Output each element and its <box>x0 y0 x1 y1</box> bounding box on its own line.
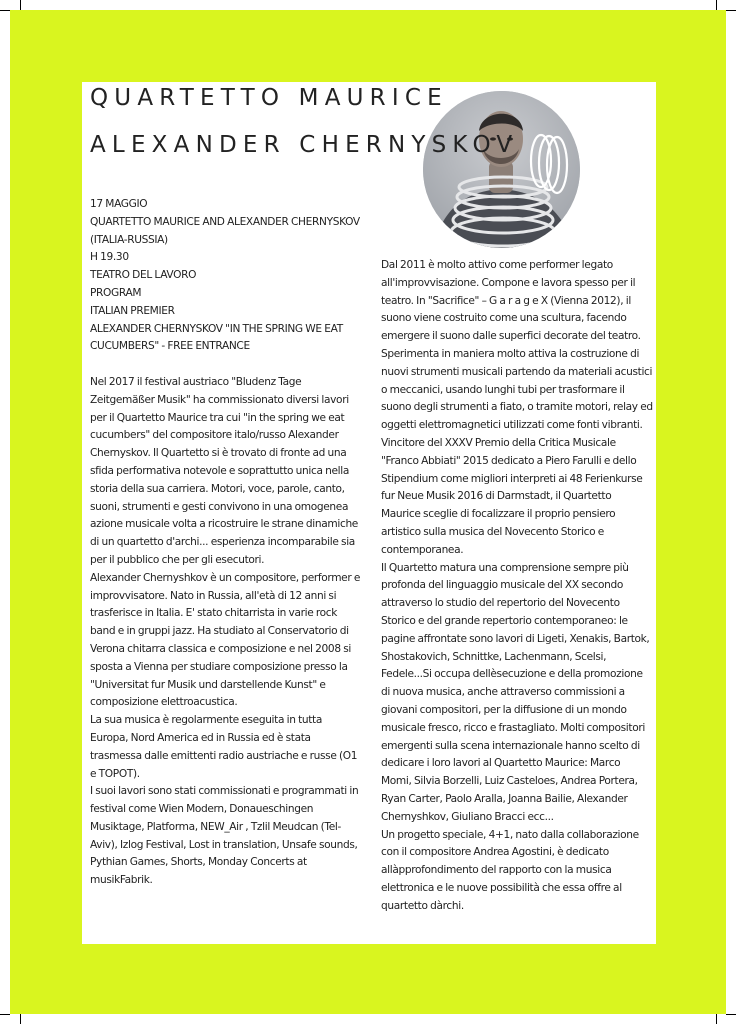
crop-mark <box>20 0 21 10</box>
crop-mark <box>716 0 717 10</box>
paragraph: La sua musica è regolarmente eseguita in tutta Europa, Nord America ed in Russia ed è stata trasmessa dalle emittenti radio austriache e russe (O1 e TOPOT). <box>90 714 358 780</box>
crop-mark <box>716 1014 717 1024</box>
event-performers: QUARTETTO MAURICE AND ALEXANDER CHERNYSKOV (ITALIA-RUSSIA) <box>90 215 360 246</box>
paragraph: Alexander Chernyshkov è un compositore, performer e improvvisatore. Nato in Russia, all'età di 12 anni si trasferisce in Italia. E' stato chitarrista in varie rock band e in gruppi jazz. Ha studiato al Conservatorio di Verona chitarra classica e composizione e nel 2008 si sposta a Vienna per studiare composizione presso la "Universitat fur Musik und darstellende Kunst" e composizione elettroacustica. <box>90 571 361 709</box>
event-venue: TEATRO DEL LAVORO <box>90 269 197 282</box>
crop-mark <box>20 1014 21 1024</box>
crop-mark <box>726 1014 736 1015</box>
event-piece: ALEXANDER CHERNYSKOV "IN THE SPRING WE EAT CUCUMBERS" - FREE ENTRANCE <box>90 322 343 353</box>
event-date: 17 MAGGIO <box>90 198 148 210</box>
left-column <box>90 196 362 890</box>
title-line-1: QUARTETTO MAURICE <box>90 85 448 111</box>
paragraph: Nel 2017 il festival austriaco "Bludenz Tage Zeitgemäßer Musik" ha commissionato diversi lavori per il Quartetto Maurice tra cui "in the spring we eat cucumbers" del compositore italo/russo Alexander Chernyskov. Il Quartetto si è trovato di fronte ad una sfida performativa notevole e soprattutto unica nella storia della sua carriera. Motori, voce, parole, canto, suoni, strumenti e gesti convivono in una omogenea azione musicale volta a ricostruire le strane dinamiche di un quartetto d'archi... esperienza incomparabile sia per il pubblico che per gli esecutori. <box>90 375 358 566</box>
portrait-illustration <box>423 91 580 248</box>
portrait-photo <box>423 91 580 248</box>
paragraph: Vincitore del XXXV Premio della Critica Musicale "Franco Abbiati" 2015 dedicato a Piero Farulli e dello Stipendium come migliori interpreti ai 48 Ferienkurse fur Neue Musik 2016 di Darmstadt, il Quartetto Maurice sceglie di focalizzare il proprio pensiero artistico sulla musica del Novecento Storico e contemporanea. <box>381 436 643 556</box>
paragraph: Dal 2011 è molto attivo come performer legato all'improvvisazione. Compone e lavora spesso per il teatro. In "Sacrifice" – G a r a g e X (Vienna 2012), il suono viene costruito come una scultura, facendo emergere il suono dalle superfici decorate del teatro. Sperimenta in maniera molto attiva la costruzione di nuovi strumenti musicali partendo da materiali acustici o meccanici, usando lunghi tubi per trasformare il suono degli strumenti a fiato, o tramite motori, relay ed oggetti elettromagnetici utilizzati come fonti vibranti. <box>381 259 653 432</box>
title-line-2: ALEXANDER CHERNYSKOV <box>90 132 519 158</box>
event-premiere: ITALIAN PREMIER <box>90 304 175 317</box>
paragraph: Il Quartetto matura una comprensione sempre più profonda del linguaggio musicale del XX secondo attraverso lo studio del repertorio del Novecento Storico e del grande repertorio contemporaneo: le pagine affrontate sono lavori di Ligeti, Xenakis, Bartok, Shostakovich, Schnittke, Lachenmann, Scelsi, Fedele...Si occupa dellèsecuzione e della promozione di nuova musica, anche attraverso commissioni a giovani compositori, per la diffusione di un mondo musicale fresco, ricco e frastagliato. Molti compositori emergenti sulla scena internazionale hanno scelto di dedicare i loro lavori al Quartetto Maurice: Marco Momi, Silvia Borzelli, Luiz Casteloes, Andrea Portera, Ryan Carter, Paolo Aralla, Joanna Bailie, Alexander Chernyshkov, Giuliano Bracci ecc... <box>381 561 650 823</box>
crop-mark <box>0 1014 10 1015</box>
event-program-label: PROGRAM <box>90 286 142 299</box>
event-time: H 19.30 <box>90 251 129 264</box>
crop-mark <box>0 10 10 11</box>
right-column <box>381 257 653 915</box>
crop-mark <box>726 10 736 11</box>
paragraph: Un progetto speciale, 4+1, nato dalla collaborazione con il compositore Andrea Agostini, è dedicato allàpprofondimento del rapporto con la musica elettronica e le nuove possibilità che essa offre al quartetto dàrchi. <box>381 828 639 912</box>
spacer <box>90 356 362 374</box>
paragraph: I suoi lavori sono stati commissionati e programmati in festival come Wien Modern, Donaueschingen Musiktage, Platforma, NEW_Air , Tzlil Meudcan (Tel-Aviv), Izlog Festival, Lost in translation, Unsafe sounds, Pythian Games, Shorts, Monday Concerts at musikFabrik. <box>90 785 359 887</box>
